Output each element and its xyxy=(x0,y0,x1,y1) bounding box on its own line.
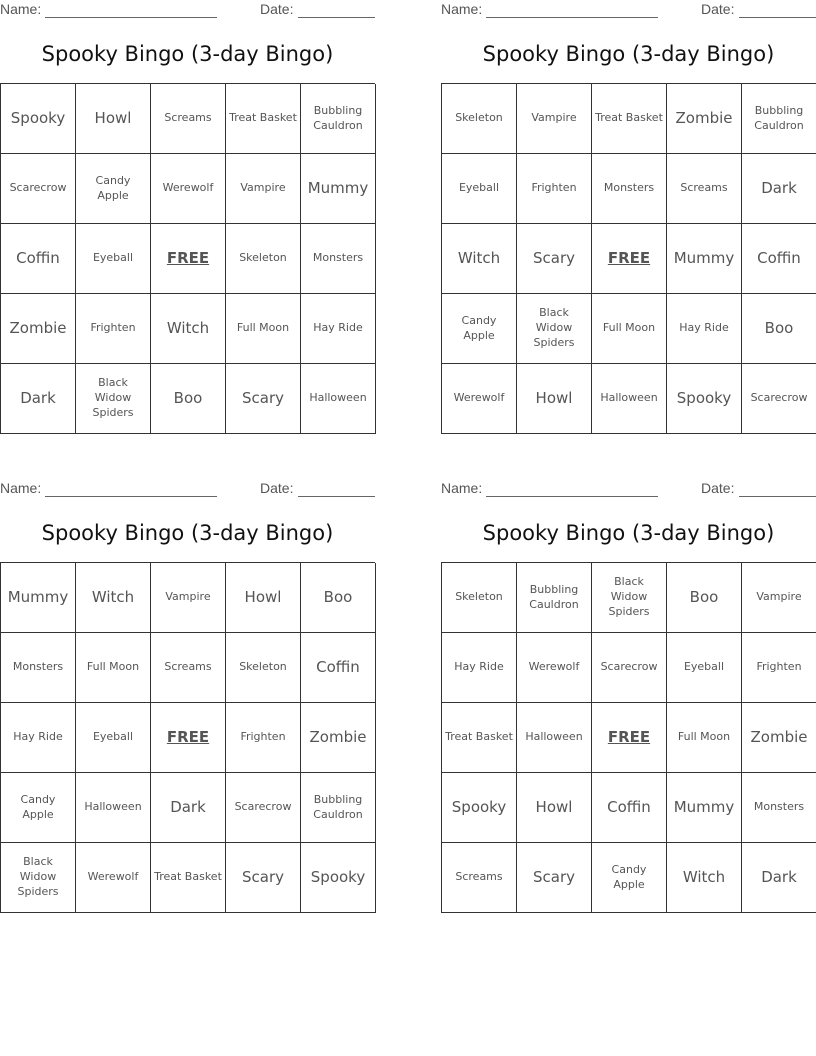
card-title: Spooky Bingo (3-day Bingo) xyxy=(482,42,775,66)
bingo-cell: Mummy xyxy=(667,773,742,843)
name-label: Name: xyxy=(0,1,42,17)
bingo-cell: Monsters xyxy=(592,154,667,224)
name-label: Name: xyxy=(0,480,42,496)
bingo-cell: Dark xyxy=(1,364,76,434)
bingo-cell: Halloween xyxy=(76,773,151,843)
bingo-cell: Skeleton xyxy=(442,563,517,633)
bingo-cell: Witch xyxy=(667,843,742,913)
bingo-cell: Vampire xyxy=(742,563,816,633)
bingo-cell: Dark xyxy=(742,843,816,913)
bingo-cell: Spooky xyxy=(442,773,517,843)
bingo-cell: Scarecrow xyxy=(226,773,301,843)
bingo-cell: Scarecrow xyxy=(742,364,816,434)
name-label: Name: xyxy=(441,480,483,496)
bingo-grid xyxy=(0,83,375,434)
bingo-cell: Mummy xyxy=(301,154,376,224)
bingo-cell: Halloween xyxy=(592,364,667,434)
bingo-cell: Eyeball xyxy=(76,703,151,773)
bingo-cell: Zombie xyxy=(742,703,816,773)
bingo-cell: Frighten xyxy=(226,703,301,773)
bingo-grid xyxy=(0,562,375,913)
bingo-cell: Full Moon xyxy=(226,294,301,364)
bingo-cell: Frighten xyxy=(742,633,816,703)
bingo-cell: Halloween xyxy=(301,364,376,434)
bingo-cell: Hay Ride xyxy=(442,633,517,703)
bingo-cell: Screams xyxy=(151,84,226,154)
bingo-card-1 xyxy=(0,0,375,440)
bingo-grid xyxy=(441,562,816,913)
bingo-cell: Spooky xyxy=(667,364,742,434)
bingo-cell: Witch xyxy=(76,563,151,633)
bingo-cell: Boo xyxy=(667,563,742,633)
bingo-cell: Mummy xyxy=(667,224,742,294)
bingo-cell: Zombie xyxy=(667,84,742,154)
bingo-cell: Black Widow Spiders xyxy=(1,843,76,913)
bingo-cell: Skeleton xyxy=(226,633,301,703)
bingo-cell: Bubbling Cauldron xyxy=(301,773,376,843)
bingo-card-3 xyxy=(0,479,375,919)
name-blank-line xyxy=(45,496,217,497)
bingo-cell: Treat Basket xyxy=(592,84,667,154)
date-label: Date: xyxy=(260,1,294,17)
bingo-cell: Bubbling Cauldron xyxy=(742,84,816,154)
bingo-cell: Treat Basket xyxy=(226,84,301,154)
free-space-cell: FREE xyxy=(151,224,226,294)
bingo-cell: Coffin xyxy=(301,633,376,703)
bingo-cell: Boo xyxy=(151,364,226,434)
bingo-cell: Candy Apple xyxy=(442,294,517,364)
bingo-cell: Bubbling Cauldron xyxy=(517,563,592,633)
card-title: Spooky Bingo (3-day Bingo) xyxy=(41,42,334,66)
bingo-cell: Eyeball xyxy=(442,154,517,224)
bingo-cell: Black Widow Spiders xyxy=(517,294,592,364)
date-label: Date: xyxy=(701,480,735,496)
card-title: Spooky Bingo (3-day Bingo) xyxy=(41,521,334,545)
bingo-cell: Skeleton xyxy=(226,224,301,294)
bingo-cell: Candy Apple xyxy=(1,773,76,843)
date-blank-line xyxy=(298,496,375,497)
bingo-cell: Hay Ride xyxy=(1,703,76,773)
bingo-cell: Werewolf xyxy=(151,154,226,224)
bingo-cell: Scarecrow xyxy=(1,154,76,224)
bingo-card-2 xyxy=(441,0,816,440)
bingo-cell: Bubbling Cauldron xyxy=(301,84,376,154)
bingo-cell: Full Moon xyxy=(592,294,667,364)
bingo-cell: Witch xyxy=(151,294,226,364)
bingo-cell: Vampire xyxy=(517,84,592,154)
bingo-cell: Treat Basket xyxy=(151,843,226,913)
card-title: Spooky Bingo (3-day Bingo) xyxy=(482,521,775,545)
bingo-cell: Screams xyxy=(151,633,226,703)
date-blank-line xyxy=(739,496,816,497)
bingo-cell: Frighten xyxy=(517,154,592,224)
bingo-cell: Full Moon xyxy=(76,633,151,703)
free-space-cell: FREE xyxy=(592,703,667,773)
bingo-cell: Howl xyxy=(517,773,592,843)
bingo-cell: Coffin xyxy=(742,224,816,294)
name-date-row xyxy=(441,480,816,498)
bingo-cell: Screams xyxy=(442,843,517,913)
bingo-cell: Werewolf xyxy=(517,633,592,703)
bingo-cell: Monsters xyxy=(1,633,76,703)
bingo-cell: Skeleton xyxy=(442,84,517,154)
name-date-row xyxy=(441,1,816,19)
bingo-cell: Screams xyxy=(667,154,742,224)
bingo-cell: Boo xyxy=(301,563,376,633)
name-blank-line xyxy=(45,17,217,18)
bingo-card-4 xyxy=(441,479,816,919)
bingo-cell: Vampire xyxy=(226,154,301,224)
date-label: Date: xyxy=(701,1,735,17)
bingo-cell: Monsters xyxy=(301,224,376,294)
bingo-cell: Candy Apple xyxy=(76,154,151,224)
date-blank-line xyxy=(739,17,816,18)
bingo-cell: Eyeball xyxy=(667,633,742,703)
name-date-row xyxy=(0,1,375,19)
bingo-cell: Mummy xyxy=(1,563,76,633)
bingo-cell: Scary xyxy=(517,224,592,294)
free-space-cell: FREE xyxy=(151,703,226,773)
bingo-cell: Treat Basket xyxy=(442,703,517,773)
bingo-cell: Zombie xyxy=(301,703,376,773)
bingo-cell: Halloween xyxy=(517,703,592,773)
bingo-cell: Howl xyxy=(517,364,592,434)
name-blank-line xyxy=(486,496,658,497)
bingo-cell: Witch xyxy=(442,224,517,294)
bingo-cell: Scary xyxy=(226,364,301,434)
bingo-cell: Boo xyxy=(742,294,816,364)
bingo-cell: Zombie xyxy=(1,294,76,364)
bingo-cell: Coffin xyxy=(1,224,76,294)
bingo-cell: Scary xyxy=(517,843,592,913)
bingo-cell: Werewolf xyxy=(76,843,151,913)
bingo-cell: Full Moon xyxy=(667,703,742,773)
bingo-cell: Monsters xyxy=(742,773,816,843)
bingo-cell: Howl xyxy=(76,84,151,154)
name-date-row xyxy=(0,480,375,498)
bingo-cell: Scary xyxy=(226,843,301,913)
bingo-grid xyxy=(441,83,816,434)
bingo-cell: Hay Ride xyxy=(301,294,376,364)
bingo-cell: Eyeball xyxy=(76,224,151,294)
free-space-cell: FREE xyxy=(592,224,667,294)
date-blank-line xyxy=(298,17,375,18)
bingo-cell: Frighten xyxy=(76,294,151,364)
bingo-cell: Spooky xyxy=(301,843,376,913)
name-blank-line xyxy=(486,17,658,18)
bingo-cell: Dark xyxy=(151,773,226,843)
date-label: Date: xyxy=(260,480,294,496)
bingo-cell: Spooky xyxy=(1,84,76,154)
bingo-cell: Howl xyxy=(226,563,301,633)
bingo-cell: Black Widow Spiders xyxy=(76,364,151,434)
bingo-cell: Scarecrow xyxy=(592,633,667,703)
bingo-cell: Vampire xyxy=(151,563,226,633)
bingo-cell: Hay Ride xyxy=(667,294,742,364)
bingo-cell: Coffin xyxy=(592,773,667,843)
bingo-cell: Black Widow Spiders xyxy=(592,563,667,633)
bingo-cell: Candy Apple xyxy=(592,843,667,913)
bingo-cell: Werewolf xyxy=(442,364,517,434)
bingo-cell: Dark xyxy=(742,154,816,224)
name-label: Name: xyxy=(441,1,483,17)
